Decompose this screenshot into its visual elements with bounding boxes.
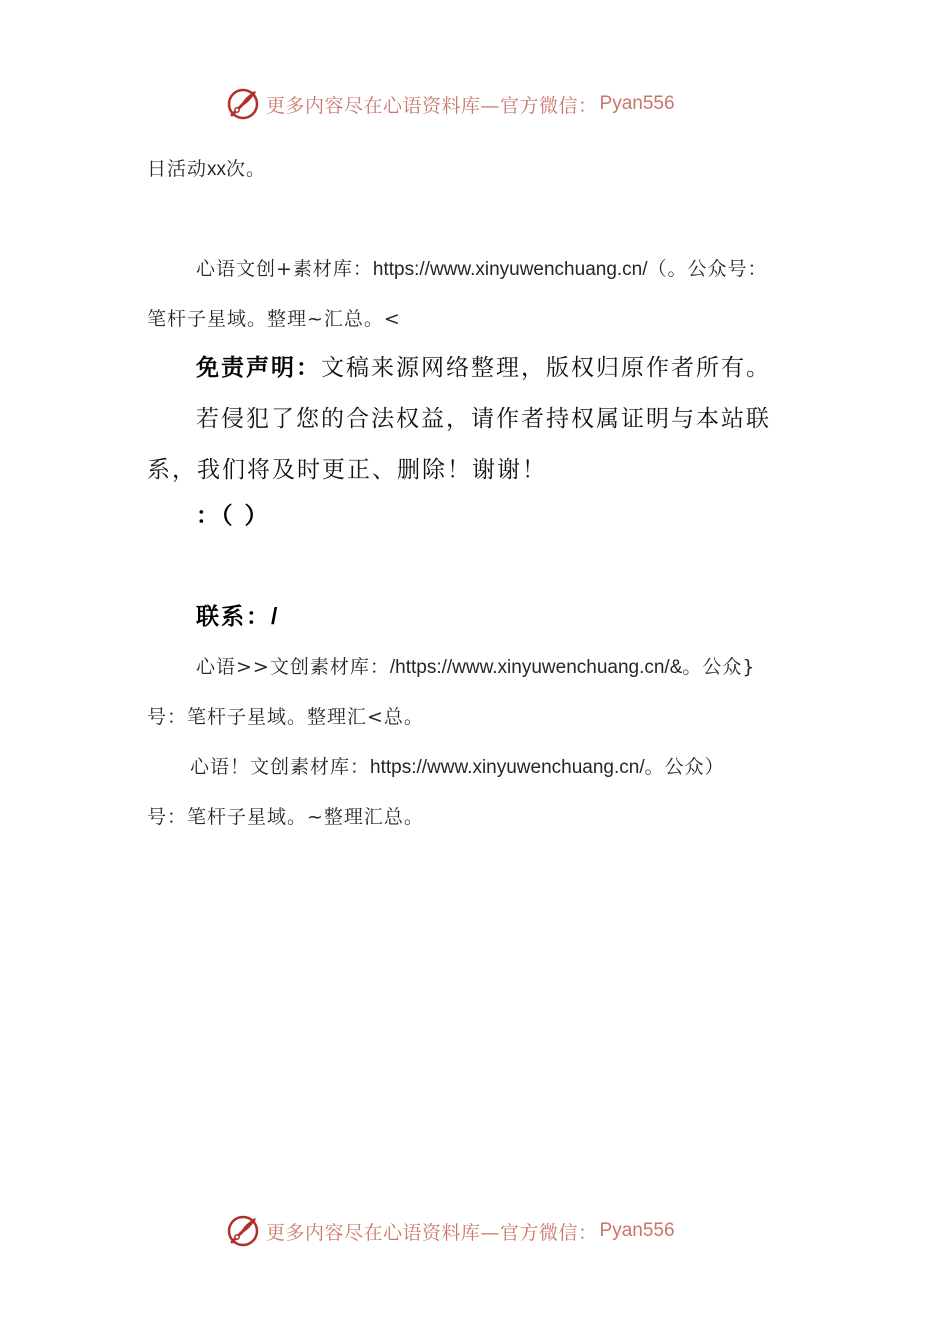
intro-line-xx: xx — [207, 159, 227, 180]
disclaimer-line-3: 系，我们将及时更正、删除！谢谢！ — [147, 457, 547, 483]
paragraph-2-prefix: 心语>>文创素材库： — [196, 656, 390, 678]
contact-slash: / — [271, 603, 278, 629]
paragraph-3-prefix: 心语！文创素材库： — [190, 756, 371, 778]
paragraph-3-line-2: 号：笔杆子星域。~整理汇总。 — [147, 806, 424, 828]
banner-text: 更多内容尽在心语资料库—官方微信： — [266, 1221, 598, 1244]
paragraph-3-line-1 — [190, 754, 725, 781]
disclaimer-line-2: 若侵犯了您的合法权益，请作者持权属证明与本站联 — [196, 406, 771, 432]
paragraph-2-suffix: 。公众} — [682, 656, 756, 678]
paragraph-1-suffix: （。公众号： — [647, 258, 768, 280]
intro-line-cn: 日活动 — [147, 158, 208, 180]
contact-line — [196, 601, 277, 632]
paragraph-1-line-1 — [196, 256, 768, 283]
quill-seal-logo-icon — [226, 87, 260, 121]
disclaimer-label: 免责声明： — [196, 355, 321, 381]
paragraph-2-url: /https://www.xinyuwenchuang.cn/& — [389, 657, 683, 678]
paragraph-1-prefix: 心语文创+素材库： — [196, 258, 373, 280]
wechat-id: Pyan556 — [599, 93, 675, 114]
contact-label: 联系： — [196, 604, 271, 630]
disclaimer-line-1 — [196, 353, 771, 383]
quill-seal-logo-icon — [226, 1214, 260, 1248]
paragraph-1-url: https://www.xinyuwenchuang.cn/ — [372, 259, 648, 280]
paragraph-2-line-1 — [196, 654, 755, 681]
footer-watermark-banner — [226, 1211, 675, 1251]
header-watermark-banner — [226, 84, 675, 124]
paragraph-2-line-2: 号：笔杆子星域。整理汇<总。 — [147, 706, 424, 728]
banner-text: 更多内容尽在心语资料库—官方微信： — [266, 94, 598, 117]
wechat-id: Pyan556 — [599, 1220, 675, 1241]
paragraph-3-url: https://www.xinyuwenchuang.cn/ — [370, 757, 645, 778]
colon-paren-line: ：（ ） — [196, 503, 270, 529]
intro-line — [147, 156, 266, 183]
disclaimer-text: 文稿来源网络整理，版权归原作者所有。 — [321, 355, 771, 381]
paragraph-3-suffix: 。公众） — [644, 756, 725, 778]
paragraph-1-line-2: 笔杆子星域。整理~汇总。< — [147, 308, 401, 330]
intro-line-end: 次。 — [226, 158, 267, 180]
